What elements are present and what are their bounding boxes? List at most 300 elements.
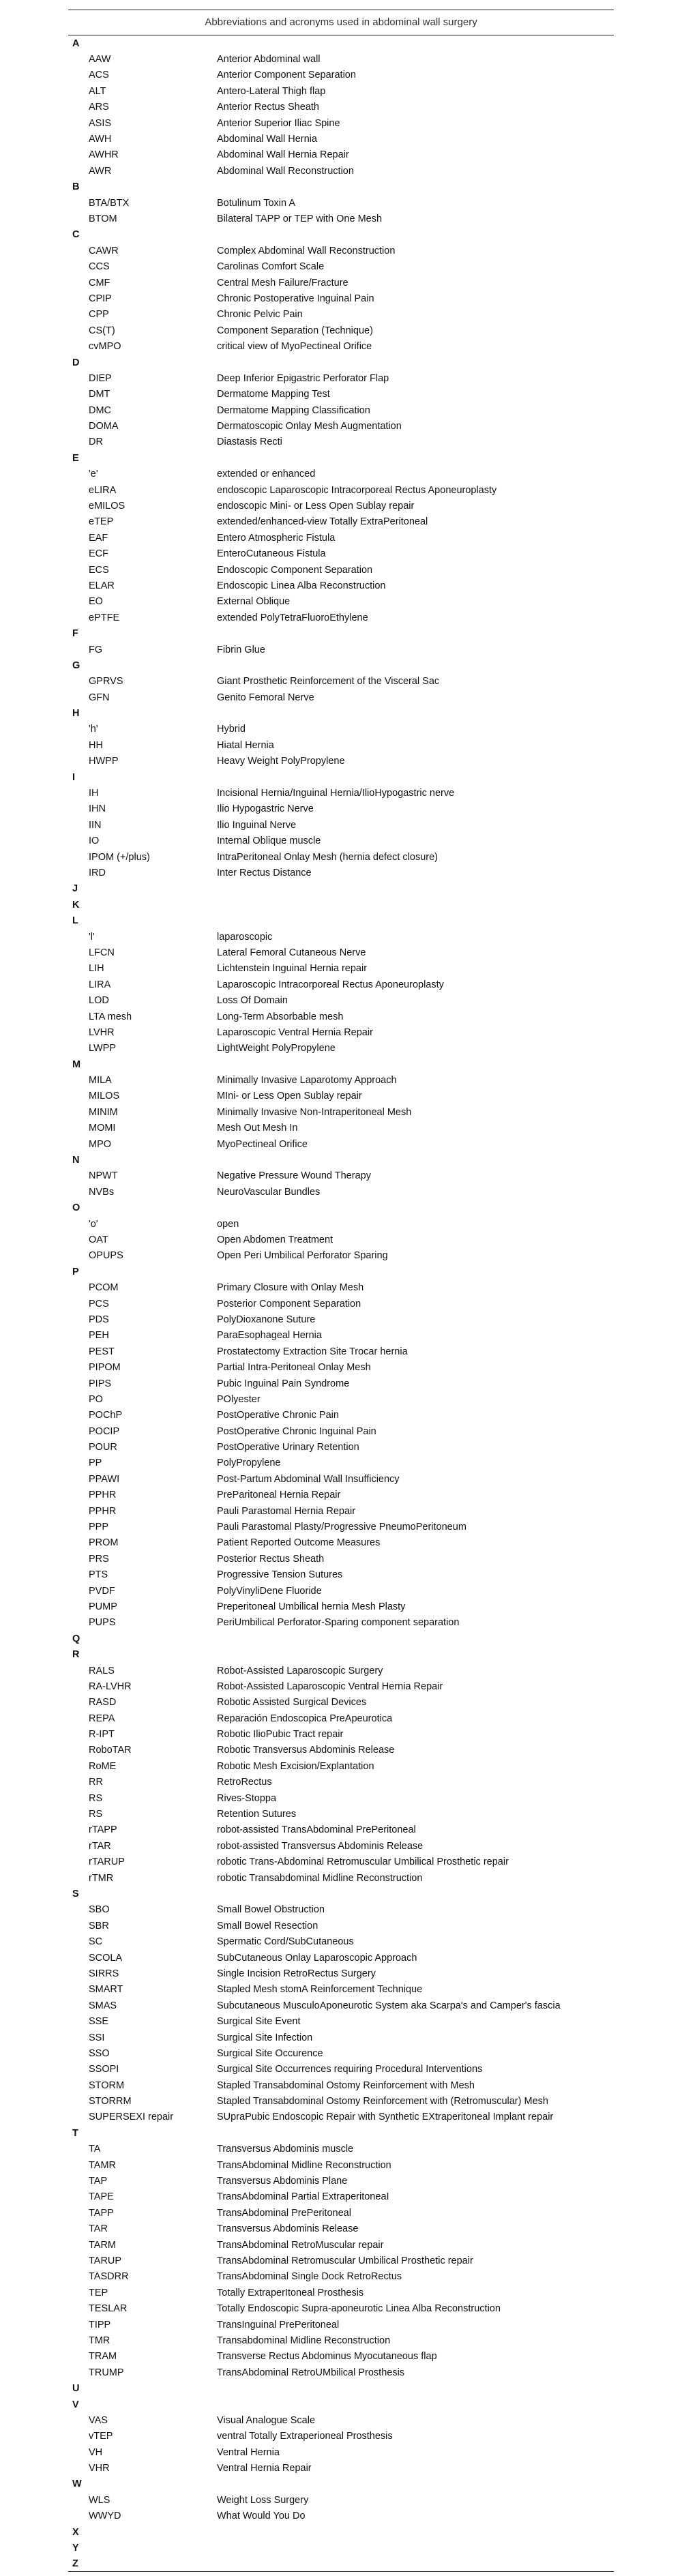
definition: Small Bowel Obstruction: [217, 1904, 325, 1916]
abbreviation: DMT: [89, 389, 110, 400]
definition: Endoscopic Linea Alba Reconstruction: [217, 580, 386, 591]
abbreviation: RA-LVHR: [89, 1681, 132, 1692]
table-row: [68, 546, 614, 562]
table-row: [68, 1232, 614, 1247]
section-header: [68, 897, 614, 913]
definition: Stapled Transabdominal Ostomy Reinforcement with (Retromuscular) Mesh: [217, 2096, 548, 2107]
abbreviation: STORRM: [89, 2096, 132, 2107]
definition: LightWeight PolyPropylene: [217, 1043, 336, 1054]
table-row: [68, 2333, 614, 2348]
abbreviation: VAS: [89, 2414, 108, 2426]
abbreviation: POCIP: [89, 1425, 120, 1437]
section-header: [68, 2540, 614, 2556]
abbreviation: ECF: [89, 548, 108, 560]
abbreviation: LTA mesh: [89, 1011, 132, 1022]
abbreviation: SUPERSEXI repair: [89, 2112, 174, 2123]
section-header: [68, 1646, 614, 1662]
abbreviation: 'o': [89, 1218, 98, 1230]
abbreviation: SSO: [89, 2047, 110, 2059]
table-row: [68, 1678, 614, 1694]
abbreviation: ACS: [89, 70, 109, 81]
abbreviation: RoboTAR: [89, 1745, 132, 1756]
table-row: [68, 1376, 614, 1391]
definition: Minimally Invasive Laparotomy Approach: [217, 1075, 397, 1086]
definition: Rives-Stoppa: [217, 1792, 277, 1804]
section-letter: G: [72, 660, 80, 671]
abbreviation: RoME: [89, 1760, 117, 1772]
definition: robotic Trans-Abdominal Retromuscular Umbilical Prosthetic repair: [217, 1856, 509, 1868]
definition: Robotic Mesh Excision/Explantation: [217, 1760, 374, 1772]
section-letter: V: [72, 2399, 79, 2410]
table-row: [68, 1184, 614, 1200]
abbreviation: ePTFE: [89, 612, 120, 623]
section-header: [68, 1264, 614, 1279]
abbreviation: STORM: [89, 2079, 125, 2091]
abbreviation: PUMP: [89, 1601, 117, 1612]
definition: Totally ExtraperItoneal Prosthesis: [217, 2287, 364, 2298]
table-row: [68, 291, 614, 306]
section-letter: I: [72, 771, 76, 783]
abbreviation: 'e': [89, 469, 98, 480]
abbreviation: rTAR: [89, 1840, 111, 1852]
table-row: [68, 1758, 614, 1774]
definition: External Oblique: [217, 596, 291, 608]
abbreviation: HWPP: [89, 756, 119, 767]
table-row: [68, 992, 614, 1008]
definition: Ventral Hernia Repair: [217, 2463, 312, 2474]
abbreviation: PUPS: [89, 1617, 116, 1629]
definition: Abdominal Wall Hernia: [217, 134, 317, 145]
definition: Minimally Invasive Non-Intraperitoneal Mesh: [217, 1106, 412, 1118]
definition: TransAbdominal Retromuscular Umbilical Prosthetic repair: [217, 2255, 473, 2266]
abbreviation: RS: [89, 1792, 103, 1804]
definition: Ventral Hernia: [217, 2446, 280, 2458]
abbreviation: LFCN: [89, 947, 115, 958]
abbreviation: DMC: [89, 404, 112, 416]
abbreviation: TAP: [89, 2176, 108, 2187]
abbreviation: CCS: [89, 261, 110, 273]
table-row: [68, 2142, 614, 2157]
table-row: [68, 562, 614, 578]
abbreviation: 'l': [89, 931, 95, 943]
definition: TransAbdominal RetroUMbilical Prosthesis: [217, 2367, 405, 2378]
table-row: [68, 370, 614, 386]
definition: Hiatal Hernia: [217, 739, 274, 751]
table-row: [68, 514, 614, 530]
definition: Weight Loss Surgery: [217, 2494, 309, 2506]
abbreviation: R-IPT: [89, 1729, 115, 1741]
abbreviation: DIEP: [89, 372, 112, 384]
table-row: [68, 530, 614, 546]
table-row: [68, 307, 614, 323]
table-row: [68, 1822, 614, 1838]
section-letter: R: [72, 1649, 80, 1661]
section-letter: U: [72, 2383, 80, 2395]
definition: PolyVinyliDene Fluoride: [217, 1585, 322, 1597]
abbreviation: PTS: [89, 1569, 108, 1581]
definition: TransInguinal PrePeritoneal: [217, 2319, 340, 2330]
definition: Lichtenstein Inguinal Hernia repair: [217, 963, 368, 975]
abbreviations-table: [68, 35, 614, 2571]
table-row: [68, 578, 614, 593]
definition: Anterior Abdominal wall: [217, 54, 321, 65]
abbreviation: CAWR: [89, 245, 119, 256]
section-header: [68, 2125, 614, 2141]
definition: Stapled Mesh stomA Reinforcement Technique: [217, 1984, 423, 1996]
abbreviation: SSOPI: [89, 2064, 119, 2075]
table-row: [68, 2269, 614, 2285]
table-row: [68, 387, 614, 402]
definition: Posterior Component Separation: [217, 1298, 361, 1309]
definition: open: [217, 1218, 239, 1230]
definition: SUpraPubic Endoscopic Repair with Synthetic EXtraperitoneal Implant repair: [217, 2112, 554, 2123]
table-row: [68, 2109, 614, 2125]
table-row: [68, 1838, 614, 1854]
table-row: [68, 1535, 614, 1551]
table-row: [68, 1391, 614, 1407]
table-row: [68, 1359, 614, 1375]
table-row: [68, 929, 614, 945]
abbreviation: TASDRR: [89, 2271, 129, 2283]
table-row: [68, 1551, 614, 1567]
abbreviation: TIPP: [89, 2319, 111, 2330]
definition: Pauli Parastomal Plasty/Progressive PneumoPeritoneum: [217, 1522, 466, 1533]
abbreviation: TRAM: [89, 2351, 117, 2363]
abbreviation: LOD: [89, 995, 109, 1007]
definition: Visual Analogue Scale: [217, 2414, 316, 2426]
abbreviation: SC: [89, 1936, 103, 1948]
table-row: [68, 754, 614, 769]
abbreviation: SSI: [89, 2032, 105, 2043]
table-row: [68, 690, 614, 705]
section-header: [68, 625, 614, 641]
section-letter: T: [72, 2127, 78, 2139]
table-row: [68, 2237, 614, 2253]
table-row: [68, 211, 614, 226]
table-row: [68, 2444, 614, 2460]
table-row: [68, 1583, 614, 1599]
definition: Patient Reported Outcome Measures: [217, 1537, 381, 1549]
definition: Negative Pressure Wound Therapy: [217, 1170, 371, 1182]
abbreviation: LIRA: [89, 979, 111, 990]
table-row: [68, 1918, 614, 1934]
table-row: [68, 1104, 614, 1120]
table-row: [68, 1024, 614, 1040]
section-letter: J: [72, 883, 78, 895]
definition: ParaEsophageal Hernia: [217, 1330, 322, 1342]
definition: Transversus Abdominis Release: [217, 2223, 359, 2235]
definition: Retention Sutures: [217, 1809, 297, 1820]
definition: endoscopic Laparoscopic Intracorporeal Rectus Aponeuroplasty: [217, 484, 497, 496]
abbreviation: TMR: [89, 2335, 110, 2346]
table-row: [68, 1695, 614, 1711]
definition: Diastasis Recti: [217, 436, 282, 448]
definition: robot-assisted Transversus Abdominis Release: [217, 1840, 424, 1852]
abbreviation: PP: [89, 1457, 102, 1469]
table-row: [68, 258, 614, 274]
table-row: [68, 2300, 614, 2316]
abbreviation: FG: [89, 644, 103, 655]
section-letter: Y: [72, 2543, 79, 2554]
abbreviation: OPUPS: [89, 1250, 123, 1262]
definition: Mesh Out Mesh In: [217, 1123, 298, 1134]
table-row: [68, 2492, 614, 2508]
definition: Abdominal Wall Reconstruction: [217, 165, 354, 177]
table-row: [68, 1870, 614, 1886]
abbreviation: MILOS: [89, 1091, 120, 1102]
table-title: Abbreviations and acronyms used in abdominal wall surgery: [68, 10, 614, 35]
table-row: [68, 1966, 614, 1981]
section-header: [68, 881, 614, 897]
table-row: [68, 1408, 614, 1423]
definition: Hybrid: [217, 724, 246, 735]
table-row: [68, 1567, 614, 1583]
section-letter: O: [72, 1202, 80, 1214]
table-row: [68, 1279, 614, 1295]
table-row: [68, 163, 614, 179]
definition: SubCutaneous Onlay Laparoscopic Approach: [217, 1952, 417, 1964]
abbreviation: cvMPO: [89, 341, 121, 353]
abbreviation: POUR: [89, 1442, 117, 1453]
abbreviation: PPHR: [89, 1505, 117, 1517]
table-row: [68, 68, 614, 83]
abbreviation: NVBs: [89, 1186, 115, 1198]
definition: Open Abdomen Treatment: [217, 1234, 333, 1245]
abbreviation: AWH: [89, 134, 112, 145]
definition: Robotic Transversus Abdominis Release: [217, 1745, 395, 1756]
table-row: [68, 100, 614, 115]
definition: robot-assisted TransAbdominal PrePeritoneal: [217, 1824, 416, 1836]
abbreviation: REPA: [89, 1713, 115, 1724]
definition: Complex Abdominal Wall Reconstruction: [217, 245, 396, 256]
abbreviation: PO: [89, 1393, 103, 1405]
abbreviation: EAF: [89, 532, 108, 544]
abbreviation: PCS: [89, 1298, 109, 1309]
definition: Lateral Femoral Cutaneous Nerve: [217, 947, 366, 958]
abbreviation: PPP: [89, 1522, 109, 1533]
table-row: [68, 865, 614, 880]
section-header: [68, 705, 614, 721]
definition: Abdominal Wall Hernia Repair: [217, 149, 349, 161]
table-row: [68, 243, 614, 258]
definition: Surgical Site Occurrences requiring Procedural Interventions: [217, 2064, 483, 2075]
table-row: [68, 1121, 614, 1136]
table-row: [68, 1790, 614, 1806]
definition: critical view of MyoPectineal Orifice: [217, 341, 372, 353]
abbreviation: POChP: [89, 1410, 123, 1421]
definition: EnteroCutaneous Fistula: [217, 548, 326, 560]
abbreviation: DOMA: [89, 421, 119, 432]
definition: TransAbdominal Single Dock RetroRectus: [217, 2271, 402, 2283]
definition: Single Incision RetroRectus Surgery: [217, 1968, 376, 1979]
table-row: [68, 1519, 614, 1535]
definition: Small Bowel Resection: [217, 1920, 318, 1931]
abbreviation: MOMI: [89, 1123, 116, 1134]
abbreviation: SBO: [89, 1904, 110, 1916]
abbreviation: WWYD: [89, 2511, 121, 2522]
table-row: [68, 2460, 614, 2476]
table-row: [68, 1216, 614, 1232]
abbreviation: RALS: [89, 1665, 115, 1676]
abbreviation: TARM: [89, 2239, 117, 2251]
section-header: [68, 1631, 614, 1646]
definition: Primary Closure with Onlay Mesh: [217, 1282, 364, 1294]
abbreviation: IPOM (+/plus): [89, 851, 150, 863]
section-letter: S: [72, 1889, 79, 1899]
definition: Heavy Weight PolyPropylene: [217, 756, 345, 767]
abbreviation: IHN: [89, 803, 106, 815]
table-row: [68, 1726, 614, 1742]
table-row: [68, 2508, 614, 2524]
definition: MIni- or Less Open Sublay repair: [217, 1091, 362, 1102]
table-row: [68, 2013, 614, 2029]
table-row: [68, 1455, 614, 1471]
table-row: [68, 338, 614, 354]
table-row: [68, 1089, 614, 1104]
abbreviation: CMF: [89, 277, 110, 288]
definition: Anterior Component Separation: [217, 70, 356, 81]
abbreviation: eLIRA: [89, 484, 117, 496]
table-row: [68, 2349, 614, 2365]
table-row: [68, 1663, 614, 1678]
table-row: [68, 2285, 614, 2300]
definition: Deep Inferior Epigastric Perforator Flap: [217, 372, 389, 384]
table-row: [68, 977, 614, 992]
section-letter: Q: [72, 1633, 80, 1644]
section-letter: F: [72, 628, 78, 640]
definition: Pauli Parastomal Hernia Repair: [217, 1505, 356, 1517]
section-header: [68, 1056, 614, 1072]
definition: PostOperative Chronic Pain: [217, 1410, 339, 1421]
definition: Open Peri Umbilical Perforator Sparing: [217, 1250, 388, 1262]
definition: IntraPeritoneal Onlay Mesh (hernia defect closure): [217, 851, 438, 863]
definition: Robotic Assisted Surgical Devices: [217, 1697, 367, 1708]
definition: TransAbdominal Partial ExtraperitoneaI: [217, 2191, 389, 2203]
abbreviation: PIPS: [89, 1378, 112, 1389]
abbreviation: VH: [89, 2446, 103, 2458]
definition: Totally Endoscopic Supra-aponeurotic Linea Alba Reconstruction: [217, 2303, 501, 2315]
definition: Fibrin Glue: [217, 644, 265, 655]
abbreviation: PROM: [89, 1537, 119, 1549]
table-row: [68, 1423, 614, 1439]
table-row: [68, 2317, 614, 2333]
definition: MyoPectineal Orifice: [217, 1138, 308, 1150]
definition: Posterior Rectus Sheath: [217, 1553, 325, 1565]
abbreviation: PIPOM: [89, 1362, 121, 1374]
definition: Anterior Rectus Sheath: [217, 102, 319, 113]
table-row: [68, 1902, 614, 1918]
abbreviation: PRS: [89, 1553, 109, 1565]
abbreviation: 'h': [89, 724, 98, 735]
abbreviation: rTMR: [89, 1872, 114, 1884]
abbreviation: GPRVS: [89, 676, 123, 687]
table-row: [68, 1950, 614, 1966]
abbreviation: IRD: [89, 868, 106, 878]
definition: Bilateral TAPP or TEP with One Mesh: [217, 213, 383, 224]
section-letter: E: [72, 452, 79, 464]
definition: Central Mesh Failure/Fracture: [217, 277, 349, 288]
section-letter: B: [72, 181, 80, 193]
abbreviation: PCOM: [89, 1282, 119, 1294]
abbreviation: BTOM: [89, 213, 117, 224]
abbreviation: PEST: [89, 1346, 115, 1357]
section-header: [68, 450, 614, 466]
definition: Surgical Site Occurence: [217, 2047, 323, 2059]
definition: Transabdominal Midline Reconstruction: [217, 2335, 391, 2346]
table-row: [68, 467, 614, 482]
table-row: [68, 2205, 614, 2221]
section-letter: Z: [72, 2558, 78, 2570]
definition: Endoscopic Component Separation: [217, 564, 373, 576]
section-header: [68, 2524, 614, 2540]
definition: PostOperative Chronic Inguinal Pain: [217, 1425, 376, 1437]
section-letter: D: [72, 357, 80, 368]
abbreviation: SCOLA: [89, 1952, 123, 1964]
abbreviation: RASD: [89, 1697, 117, 1708]
section-letter: N: [72, 1155, 80, 1166]
abbreviation: ARS: [89, 102, 109, 113]
table-row: [68, 115, 614, 131]
definition: Partial Intra-Peritoneal Onlay Mesh: [217, 1362, 371, 1374]
table-row: [68, 1982, 614, 1998]
definition: endoscopic Mini- or Less Open Sublay repair: [217, 501, 415, 512]
table-row: [68, 1471, 614, 1487]
definition: Giant Prosthetic Reinforcement of the Visceral Sac: [217, 676, 440, 687]
abbreviation: CS(T): [89, 325, 115, 336]
definition: Chronic Pelvic Pain: [217, 309, 303, 321]
table-row: [68, 945, 614, 960]
definition: Reparación Endoscopica PreApeurotica: [217, 1713, 393, 1724]
table-row: [68, 1599, 614, 1614]
definition: Dermatome Mapping Classification: [217, 404, 370, 416]
abbreviation: MPO: [89, 1138, 112, 1150]
table-row: [68, 642, 614, 657]
table-row: [68, 961, 614, 977]
abbreviation: LWPP: [89, 1043, 117, 1054]
definition: Ilio Hypogastric Nerve: [217, 803, 314, 815]
definition: Loss Of Domain: [217, 995, 288, 1007]
section-header: [68, 2397, 614, 2412]
definition: Inter Rectus Distance: [217, 868, 312, 878]
abbreviation: rTARUP: [89, 1856, 125, 1868]
abbreviation: LIH: [89, 963, 104, 975]
definition: Spermatic Cord/SubCutaneous: [217, 1936, 354, 1948]
table-row: [68, 1998, 614, 2013]
definition: Long-Term Absorbable mesh: [217, 1011, 344, 1022]
abbreviation: CPIP: [89, 293, 112, 304]
definition: ventral Totally Extraperioneal Prosthesis: [217, 2431, 393, 2442]
definition: PolyPropylene: [217, 1457, 281, 1469]
section-letter: A: [72, 38, 80, 49]
table-row: [68, 2157, 614, 2173]
table-row: [68, 2173, 614, 2189]
abbreviation: MINIM: [89, 1106, 118, 1118]
table-row: [68, 51, 614, 67]
abbreviation: OAT: [89, 1234, 108, 1245]
abbreviation: GFN: [89, 692, 110, 703]
definition: extended or enhanced: [217, 469, 316, 480]
definition: TransAbdominal PrePeritoneal: [217, 2207, 351, 2219]
table-row: [68, 785, 614, 801]
section-header: [68, 1886, 614, 1901]
definition: Chronic Postoperative Inguinal Pain: [217, 293, 374, 304]
definition: POlyester: [217, 1393, 261, 1405]
table-row: [68, 434, 614, 450]
table-row: [68, 1503, 614, 1519]
table-row: [68, 817, 614, 833]
definition: Post-Partum Abdominal Wall Insufficiency: [217, 1473, 400, 1485]
section-header: [68, 913, 614, 928]
